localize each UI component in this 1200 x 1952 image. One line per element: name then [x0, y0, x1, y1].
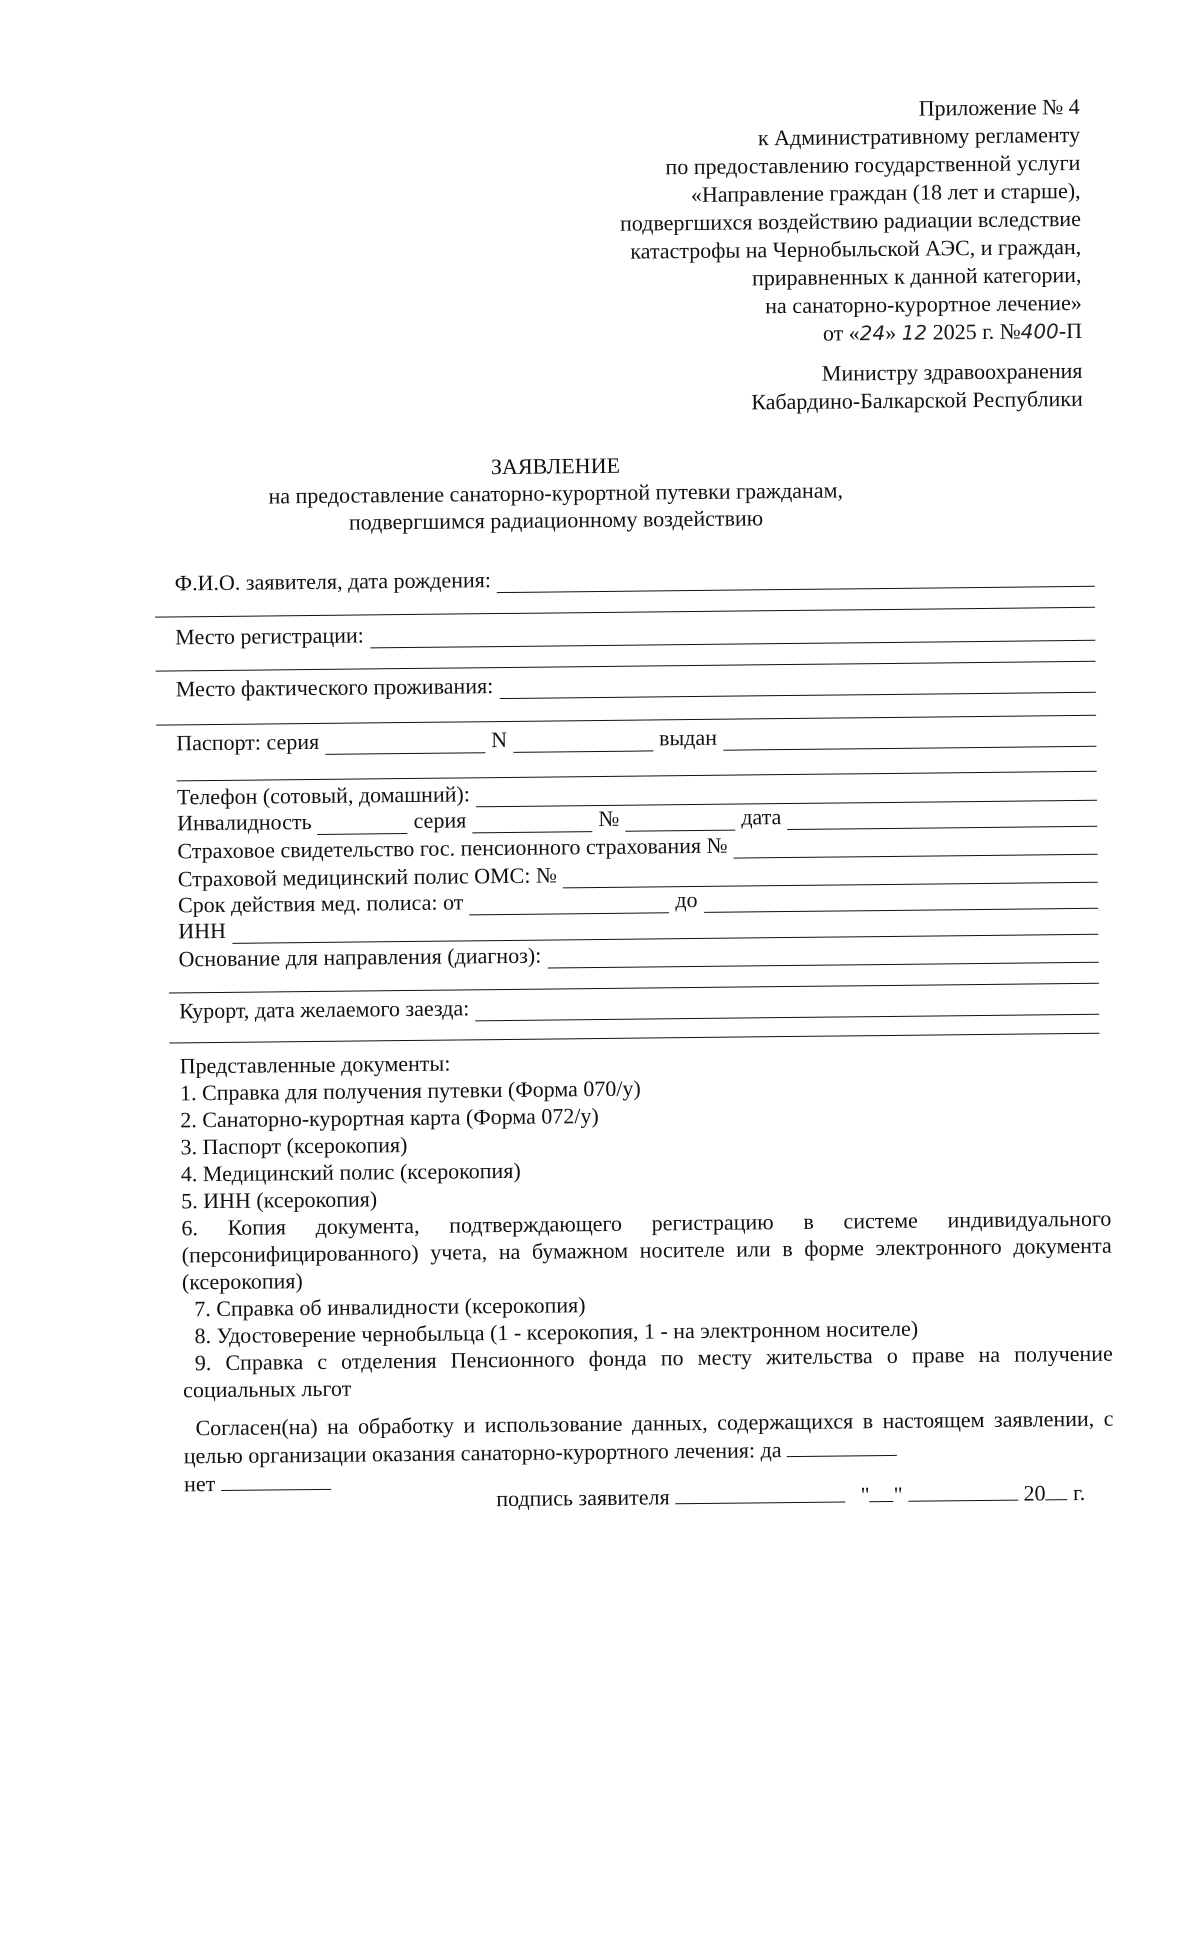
- consent-yes-line[interactable]: [787, 1435, 897, 1457]
- fio-field: [174, 557, 1094, 597]
- fio-input-line[interactable]: [497, 564, 1095, 593]
- registration-input-line[interactable]: [370, 618, 1096, 649]
- handwritten-day: 24: [859, 320, 886, 346]
- date-separator: »: [885, 319, 902, 345]
- document-title: [175, 448, 936, 537]
- signature-label: подпись заявителя: [496, 1484, 670, 1512]
- header-line: на санаторно-курортное лечение»: [765, 289, 1082, 319]
- residence-input-line[interactable]: [499, 670, 1096, 699]
- field-label: Основание для направления (диагноз):: [178, 942, 542, 972]
- title-main: ЗАЯВЛЕНИЕ: [490, 452, 621, 480]
- field-label: Курорт, дата желаемого заезда:: [179, 995, 470, 1024]
- signature-line[interactable]: [675, 1481, 845, 1504]
- header-line: к Административному регламенту: [757, 121, 1081, 151]
- field-label: Страховой медицинский полис ОМС: №: [177, 862, 557, 892]
- date-year-line[interactable]: [1045, 1479, 1067, 1500]
- list-item: 5. ИНН (ксерокопия): [180, 1186, 378, 1214]
- list-item: 4. Медицинский полис (ксерокопия): [180, 1157, 521, 1187]
- passport-series-line[interactable]: [325, 730, 485, 755]
- date-prefix: от «: [822, 320, 860, 346]
- consent-text-line: [183, 1405, 1114, 1471]
- consent-no-line[interactable]: [221, 1469, 331, 1491]
- list-item: 8. Удостоверение чернобыльца (1 - ксерокопия, 1 - на электронном носителе): [194, 1315, 919, 1349]
- field-label: Ф.И.О. заявителя, дата рождения:: [174, 567, 492, 596]
- addressee-block: [562, 357, 1083, 418]
- field-label: выдан: [658, 724, 718, 751]
- date-year: 2025 г. №: [926, 318, 1021, 345]
- documents-heading: Представленные документы:: [179, 1050, 451, 1079]
- date-quote: ": [860, 1482, 870, 1508]
- header-line: по предоставлению государственной услуги: [665, 149, 1081, 180]
- list-item: 7. Справка об инвалидности (ксерокопия): [194, 1292, 586, 1322]
- date-month-line[interactable]: [908, 1480, 1018, 1502]
- header-line: катастрофы на Чернобыльской АЭС, и граждан,: [630, 233, 1082, 264]
- field-label: N: [491, 726, 508, 753]
- field-label: Место регистрации:: [175, 622, 364, 650]
- list-item: 1. Справка для получения путевки (Форма 070/у): [179, 1075, 641, 1106]
- field-label: дата: [741, 804, 782, 830]
- title-subline: подвергшимся радиационному воздействию: [348, 505, 764, 535]
- field-label: Срок действия мед. полиса: от: [177, 889, 464, 918]
- handwritten-number: 400: [1020, 319, 1059, 344]
- date-year-prefix: 20: [1023, 1480, 1046, 1506]
- header-line: подвергшихся воздействию радиации вследствие: [619, 205, 1082, 236]
- field-label: №: [598, 805, 620, 832]
- consent-no-label: нет: [183, 1471, 216, 1497]
- resort-continuation-line[interactable]: [169, 1033, 1099, 1044]
- date-quote: ": [893, 1481, 903, 1507]
- handwritten-month: 12: [901, 320, 928, 345]
- header-line: Приложение № 4: [918, 93, 1080, 121]
- addressee-line: Министру здравоохранения: [821, 357, 1083, 386]
- list-item: 2. Санаторно-курортная карта (Форма 072/у): [180, 1103, 599, 1133]
- date-day-line[interactable]: [869, 1481, 893, 1502]
- passport-issued-line[interactable]: [723, 724, 1097, 751]
- field-label: Инвалидность: [177, 809, 312, 836]
- list-item: 3. Паспорт (ксерокопия): [180, 1132, 408, 1160]
- header-line: приравненных к данной категории,: [751, 261, 1082, 291]
- field-label: до: [675, 886, 698, 913]
- title-subline: на предоставление санаторно-курортной путевки гражданам,: [268, 477, 844, 509]
- header-line: «Направление граждан (18 лет и старше),: [690, 177, 1081, 208]
- field-label: Страховое свидетельство гос. пенсионного страхования №: [177, 832, 728, 864]
- addressee-line: Кабардино-Балкарской Республики: [751, 385, 1083, 415]
- field-label: Место фактического проживания:: [175, 673, 494, 702]
- consent-text: Согласен(на) на обработку и использование данных, содержащихся в настоящем заявлении, с целью организации оказания санаторно-курортного лечения: да: [183, 1405, 1114, 1469]
- appendix-header: [460, 93, 1083, 351]
- list-item: 9. Справка с отделения Пенсионного фонда по месту жительства о праве на получение социальных льгот: [182, 1340, 1113, 1403]
- number-suffix: -П: [1058, 317, 1083, 344]
- basis-input-line[interactable]: [547, 940, 1099, 969]
- field-label: серия: [413, 807, 467, 833]
- date-year-suffix: г.: [1067, 1479, 1086, 1506]
- field-label: Паспорт: серия: [176, 728, 320, 756]
- documents-list: [180, 1043, 1114, 1404]
- resort-input-line[interactable]: [475, 992, 1099, 1022]
- regulation-date-line: [462, 317, 1082, 351]
- list-item: 6. Копия документа, подтверждающего регистрацию в системе индивидуального (персонифицированного) учета, на бумажном носителе или в форме электронного документа (ксерокопия): [181, 1205, 1112, 1295]
- field-label: Телефон (сотовый, домашний):: [176, 781, 470, 810]
- signature-row: [496, 1479, 1085, 1512]
- registration-field: [175, 611, 1095, 651]
- passport-number-line[interactable]: [513, 728, 653, 752]
- field-label: ИНН: [178, 917, 227, 944]
